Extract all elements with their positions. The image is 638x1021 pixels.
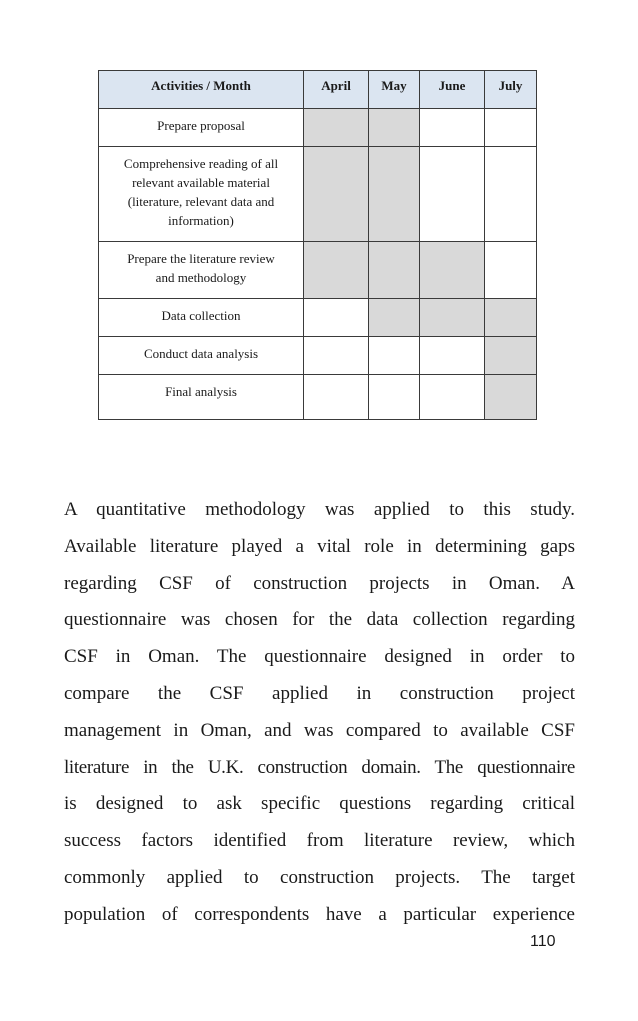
schedule-row: [99, 375, 537, 420]
body-line: commonly applied to construction projects. The target: [64, 866, 575, 888]
month-cell-april: [304, 299, 369, 337]
header-may: May: [369, 71, 420, 109]
month-cell-june: [420, 375, 485, 420]
body-line: population of correspondents have a particular experience: [64, 903, 575, 925]
body-line: is designed to ask specific questions regarding critical: [64, 793, 575, 815]
header-july: July: [485, 71, 537, 109]
page-number: 110: [530, 933, 556, 950]
month-cell-july: [485, 375, 537, 420]
month-cell-may: [369, 337, 420, 375]
month-cell-july: [485, 242, 537, 299]
activity-line: Final analysis: [165, 384, 237, 399]
schedule-header-row: [99, 71, 537, 109]
month-cell-june: [420, 337, 485, 375]
month-cell-may: [369, 375, 420, 420]
header-april: April: [304, 71, 369, 109]
month-cell-june: [420, 242, 485, 299]
activity-line: relevant available material: [132, 175, 270, 190]
month-cell-june: [420, 299, 485, 337]
month-cell-may: [369, 299, 420, 337]
activity-line: Conduct data analysis: [143, 346, 259, 361]
month-cell-april: [304, 337, 369, 375]
body-line: management in Oman, and was compared to available CSF: [64, 719, 575, 741]
activity-line: (literature, relevant data and: [127, 194, 275, 209]
month-cell-july: [485, 337, 537, 375]
activity-line: Data collection: [161, 308, 241, 323]
schedule-body: [99, 109, 537, 420]
schedule-row: [99, 242, 537, 299]
month-cell-april: [304, 147, 369, 242]
activity-cell: [99, 337, 304, 375]
schedule-row: [99, 109, 537, 147]
body-line: success factors identified from literature review, which: [64, 830, 575, 852]
body-line: A quantitative methodology was applied to this study.: [64, 499, 575, 520]
body-line: questionnaire was chosen for the data collection regarding: [64, 609, 575, 631]
body-line: compare the CSF applied in construction project: [64, 682, 575, 704]
body-line: regarding CSF of construction projects in Oman. A: [64, 572, 575, 594]
month-cell-may: [369, 109, 420, 147]
schedule-row: [99, 337, 537, 375]
month-cell-april: [304, 242, 369, 299]
activity-cell: [99, 109, 304, 147]
schedule-row: [99, 299, 537, 337]
month-cell-may: [369, 242, 420, 299]
activity-line: Comprehensive reading of all: [123, 156, 279, 171]
body-line: literature in the U.K. construction domain. The questionnaire: [64, 756, 575, 778]
activity-line: Prepare proposal: [157, 118, 245, 133]
body-line: Available literature played a vital role in determining gaps: [64, 535, 575, 557]
month-cell-june: [420, 147, 485, 242]
activity-cell: [99, 375, 304, 420]
activity-line: Prepare the literature review: [127, 251, 275, 266]
activity-cell: [99, 299, 304, 337]
month-cell-may: [369, 147, 420, 242]
activity-cell: [99, 242, 304, 299]
body-line: CSF in Oman. The questionnaire designed in order to: [64, 646, 575, 668]
month-cell-july: [485, 109, 537, 147]
month-cell-april: [304, 109, 369, 147]
header-june: June: [420, 71, 485, 109]
month-cell-april: [304, 375, 369, 420]
header-activities-month: Activities / Month: [99, 71, 304, 109]
activity-line: and methodology: [155, 270, 247, 285]
activity-cell: [99, 147, 304, 242]
activity-line: information): [168, 213, 234, 228]
schedule-table: [98, 70, 537, 420]
body-paragraph: [64, 492, 575, 934]
month-cell-june: [420, 109, 485, 147]
month-cell-july: [485, 299, 537, 337]
month-cell-july: [485, 147, 537, 242]
schedule-row: [99, 147, 537, 242]
